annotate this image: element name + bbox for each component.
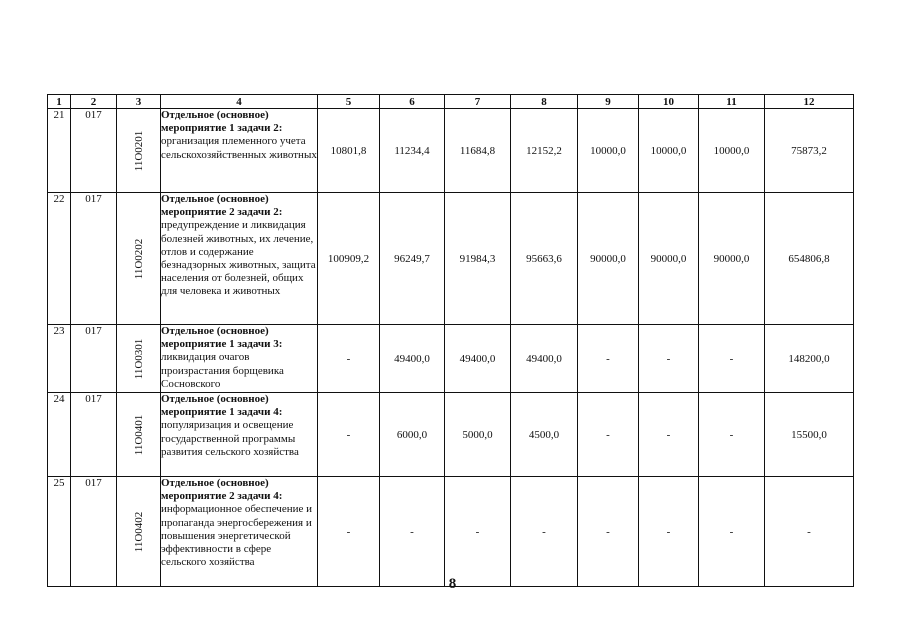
ministry-code-cell: 017 <box>71 393 117 477</box>
header-row <box>48 95 854 109</box>
value-cell: 90000,0 <box>639 193 699 325</box>
ministry-code-cell: 017 <box>71 193 117 325</box>
value-cell: - <box>578 477 639 587</box>
column-header: 7 <box>445 95 511 109</box>
description-cell <box>161 193 318 325</box>
column-header: 3 <box>117 95 161 109</box>
value-cell: 95663,6 <box>511 193 578 325</box>
table-body <box>48 109 854 587</box>
value-cell: - <box>318 477 380 587</box>
value-cell: - <box>578 393 639 477</box>
column-header: 6 <box>380 95 445 109</box>
value-cell: - <box>699 325 765 393</box>
row-number-cell: 25 <box>48 477 71 587</box>
value-cell: 5000,0 <box>445 393 511 477</box>
value-cell: - <box>445 477 511 587</box>
table-row <box>48 193 854 325</box>
page-number: 8 <box>448 576 457 592</box>
value-cell: 12152,2 <box>511 109 578 193</box>
value-cell: 10801,8 <box>318 109 380 193</box>
value-cell: 49400,0 <box>380 325 445 393</box>
description-title: Отдельное (основное) мероприятие 1 задачи 4: <box>161 393 283 419</box>
value-cell: 15500,0 <box>765 393 854 477</box>
column-header: 2 <box>71 95 117 109</box>
table-row <box>48 393 854 477</box>
value-cell: - <box>380 477 445 587</box>
column-header: 9 <box>578 95 639 109</box>
description-body: ликвидация очагов произрастания борщевика Сосновского <box>161 351 284 390</box>
description-cell <box>161 393 318 477</box>
description-cell <box>161 325 318 393</box>
value-cell: 96249,7 <box>380 193 445 325</box>
row-number-cell: 23 <box>48 325 71 393</box>
description-cell <box>161 109 318 193</box>
ministry-code-cell: 017 <box>71 477 117 587</box>
ministry-code-cell: 017 <box>71 325 117 393</box>
description-body: информационное обеспечение и пропаганда энергосбережения и повышения энергетической эффективности в сфере сельского хозяйства <box>161 503 313 569</box>
value-cell: - <box>318 325 380 393</box>
row-number-cell: 24 <box>48 393 71 477</box>
program-code-text: 11О0301 <box>132 338 145 379</box>
program-code-text: 11О0402 <box>132 511 145 552</box>
description-body: предупреждение и ликвидация болезней животных, их лечение, отлов и содержание безнадзорных животных, защита населения от болезней, общих для человека и животных <box>161 219 316 298</box>
value-cell: 11234,4 <box>380 109 445 193</box>
table-row <box>48 325 854 393</box>
ministry-code-cell: 017 <box>71 109 117 193</box>
row-number-cell: 22 <box>48 193 71 325</box>
program-code-text: 11О0202 <box>132 238 145 279</box>
program-code-cell <box>117 193 161 325</box>
description-title: Отдельное (основное) мероприятие 1 задачи 2: <box>161 109 283 135</box>
description-title: Отдельное (основное) мероприятие 1 задачи 3: <box>161 325 283 351</box>
column-header: 10 <box>639 95 699 109</box>
value-cell: - <box>639 477 699 587</box>
value-cell: - <box>511 477 578 587</box>
value-cell: 6000,0 <box>380 393 445 477</box>
description-title: Отдельное (основное) мероприятие 2 задачи 2: <box>161 193 283 219</box>
program-code-text: 11О0201 <box>132 130 145 171</box>
value-cell: 90000,0 <box>578 193 639 325</box>
value-cell: - <box>639 325 699 393</box>
value-cell: 75873,2 <box>765 109 854 193</box>
program-code-text: 11О0401 <box>132 414 145 455</box>
value-cell: 10000,0 <box>699 109 765 193</box>
value-cell: 10000,0 <box>578 109 639 193</box>
value-cell: 91984,3 <box>445 193 511 325</box>
value-cell: - <box>639 393 699 477</box>
description-body: популяризация и освещение государственной программы развития сельского хозяйства <box>161 419 299 458</box>
value-cell: 100909,2 <box>318 193 380 325</box>
value-cell: 4500,0 <box>511 393 578 477</box>
value-cell: 148200,0 <box>765 325 854 393</box>
value-cell: 49400,0 <box>511 325 578 393</box>
description-title: Отдельное (основное) мероприятие 2 задачи 4: <box>161 477 283 503</box>
column-header: 1 <box>48 95 71 109</box>
value-cell: 49400,0 <box>445 325 511 393</box>
description-cell <box>161 477 318 587</box>
table-row <box>48 109 854 193</box>
program-code-cell <box>117 393 161 477</box>
value-cell: 90000,0 <box>699 193 765 325</box>
value-cell: - <box>699 477 765 587</box>
value-cell: - <box>578 325 639 393</box>
program-code-cell <box>117 325 161 393</box>
value-cell: - <box>765 477 854 587</box>
column-header: 11 <box>699 95 765 109</box>
column-header: 8 <box>511 95 578 109</box>
column-header: 12 <box>765 95 854 109</box>
value-cell: 11684,8 <box>445 109 511 193</box>
table-header <box>48 95 854 109</box>
value-cell: 10000,0 <box>639 109 699 193</box>
value-cell: 654806,8 <box>765 193 854 325</box>
column-header: 5 <box>318 95 380 109</box>
value-cell: - <box>318 393 380 477</box>
description-body: организация племенного учета сельскохозяйственных животных <box>161 135 317 161</box>
column-header: 4 <box>161 95 318 109</box>
table-row <box>48 477 854 587</box>
row-number-cell: 21 <box>48 109 71 193</box>
program-table <box>47 94 854 587</box>
program-code-cell <box>117 477 161 587</box>
program-code-cell <box>117 109 161 193</box>
value-cell: - <box>699 393 765 477</box>
